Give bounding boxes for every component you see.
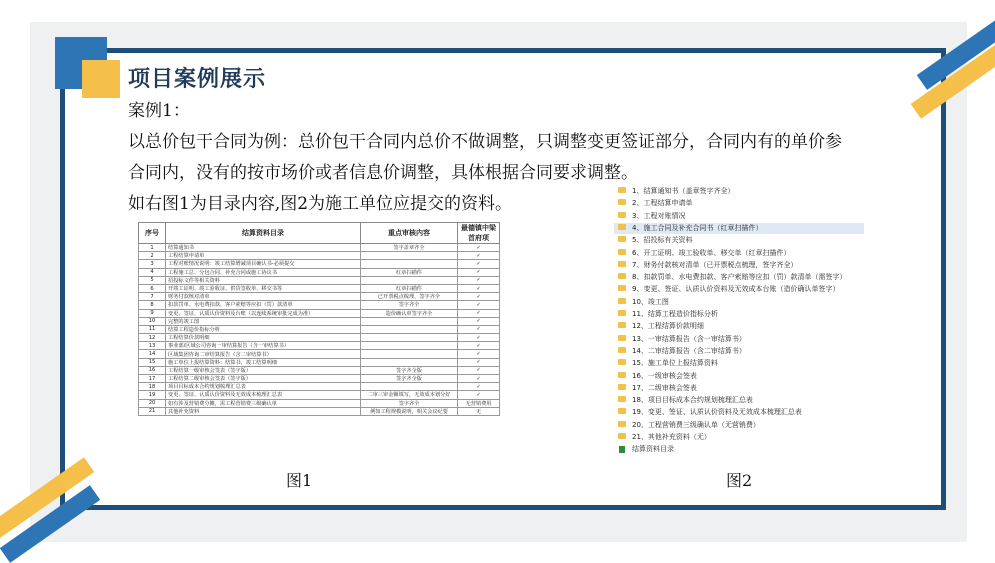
row-index: 13 (139, 342, 166, 350)
folder-label: 16、一级审核会签表 (632, 371, 697, 380)
table-row (139, 252, 500, 260)
figure-1-caption: 图1 (286, 471, 313, 490)
folder-item[interactable] (614, 297, 864, 308)
row-review: 二审三审金额填写，无效成本划分好 (361, 391, 458, 399)
folder-icon (618, 322, 626, 328)
row-review (361, 358, 458, 366)
row-index: 4 (139, 268, 166, 276)
folder-label: 3、工程对账情况 (632, 211, 686, 220)
row-index: 18 (139, 383, 166, 391)
row-check: ✓ (458, 276, 500, 284)
folder-item[interactable] (614, 211, 864, 222)
row-check: ✓ (458, 391, 500, 399)
folder-label: 17、二级审核会签表 (632, 383, 697, 392)
row-index: 7 (139, 293, 166, 301)
row-catalog: 开竣工证明、竣工验收证、供货签收单、移交书等 (166, 284, 361, 292)
folder-icon (618, 372, 626, 378)
row-check: 无营销费用 (458, 399, 500, 407)
folder-item[interactable] (614, 420, 864, 431)
table-row (139, 301, 500, 309)
row-check: ✓ (458, 252, 500, 260)
row-index: 10 (139, 317, 166, 325)
row-review: 签字盖章齐全 (361, 244, 458, 252)
folder-icon (618, 261, 626, 267)
table-row (139, 358, 500, 366)
row-review (361, 334, 458, 342)
figure-2-folder-list (614, 186, 866, 462)
row-review: 签字齐全版 (361, 375, 458, 383)
folder-label: 15、施工单位上报结算资料 (632, 359, 718, 368)
folder-item[interactable] (614, 272, 864, 283)
row-check: ✓ (458, 317, 500, 325)
row-review (361, 342, 458, 350)
excel-file-label: 结算资料目录 (632, 445, 674, 454)
row-catalog: 财务付款核对清单 (166, 293, 361, 301)
row-review (361, 350, 458, 358)
row-index: 16 (139, 366, 166, 374)
row-index: 3 (139, 260, 166, 268)
row-index: 1 (139, 244, 166, 252)
folder-item[interactable] (614, 346, 864, 357)
folder-icon (618, 335, 626, 341)
table-row (139, 342, 500, 350)
row-catalog: 工程施工总、分包合同、补充合同或施工协议书 (166, 268, 361, 276)
table-body (139, 244, 500, 416)
folder-icon (618, 187, 626, 193)
folder-icon (618, 298, 626, 304)
folder-item[interactable] (614, 235, 864, 246)
folder-label: 20、工程营销费三级确认单（无营销费） (632, 420, 760, 429)
row-check: ✓ (458, 244, 500, 252)
row-check: ✓ (458, 358, 500, 366)
row-check: ✓ (458, 301, 500, 309)
folder-label: 5、招投标有关资料 (632, 236, 693, 245)
row-catalog: 工程对账情况说明：竣工结算增减项目确认书-必须提交 (166, 260, 361, 268)
row-check: ✓ (458, 293, 500, 301)
folder-item[interactable] (614, 186, 864, 197)
folder-icon (618, 359, 626, 365)
folder-icon (618, 433, 626, 439)
row-review (361, 252, 458, 260)
folder-label: 4、施工合同及补充合同书（红章扫描件） (632, 223, 763, 232)
row-check: ✓ (458, 284, 500, 292)
row-check: ✓ (458, 366, 500, 374)
row-review: 签字齐全 (361, 399, 458, 407)
row-catalog: 变更、签证、认质认价资料及台账（以连续系统审批完成为准） (166, 309, 361, 317)
folder-item[interactable] (614, 309, 864, 320)
folder-icon (618, 285, 626, 291)
row-catalog: 工程结算申请单 (166, 252, 361, 260)
folder-item[interactable] (614, 334, 864, 345)
paragraph-line-2: 合同内，没有的按市场价或者信息价调整，具体根据合同要求调整。 (128, 163, 638, 183)
row-index: 20 (139, 399, 166, 407)
row-review: 红章扫描件 (361, 268, 458, 276)
folder-icon (618, 396, 626, 402)
row-index: 14 (139, 350, 166, 358)
folder-item[interactable] (614, 198, 864, 209)
folder-icon (618, 224, 626, 230)
folder-item[interactable] (614, 383, 864, 394)
table-row (139, 260, 500, 268)
folder-item[interactable] (614, 284, 864, 295)
row-review: 签字齐全版 (361, 366, 458, 374)
row-check: 无 (458, 407, 500, 415)
row-check: ✓ (458, 309, 500, 317)
row-check: ✓ (458, 350, 500, 358)
folder-item[interactable] (614, 358, 864, 369)
row-index: 21 (139, 407, 166, 415)
row-index: 2 (139, 252, 166, 260)
row-catalog: 结算通知书 (166, 244, 361, 252)
table-row (139, 293, 500, 301)
row-index: 11 (139, 325, 166, 333)
row-catalog: 结算工程造价指标分析 (166, 325, 361, 333)
row-index: 15 (139, 358, 166, 366)
folder-item[interactable] (614, 371, 864, 382)
row-catalog: 如有涉及营销费分摊，需工程营销费三级确认单 (166, 399, 361, 407)
folder-label: 11、结算工程造价指标分析 (632, 310, 718, 318)
folder-icon (618, 421, 626, 427)
row-review: 造价确认单签字齐全 (361, 309, 458, 317)
table-row (139, 268, 500, 276)
row-check: ✓ (458, 334, 500, 342)
row-catalog: 工程结算一级审核会签表（签字版） (166, 366, 361, 374)
row-index: 5 (139, 276, 166, 284)
figure-2-caption: 图2 (726, 471, 753, 490)
table-row (139, 407, 500, 415)
table-row (139, 399, 500, 407)
folder-label: 13、一审结算报告（含一审结算书） (632, 334, 746, 343)
table-row (139, 375, 500, 383)
folder-label: 14、二审结算报告（含二审结算书） (632, 346, 746, 355)
row-catalog: 其他补充资料 (166, 407, 361, 415)
table-row (139, 244, 500, 252)
folder-icon (618, 199, 626, 205)
paragraph-line-3: 如右图1为目录内容,图2为施工单位应提交的资料。 (128, 194, 513, 214)
row-catalog: 施工单位上报结算资料：结算书、竣工结算明细 (166, 358, 361, 366)
folder-icon (618, 347, 626, 353)
row-review (361, 260, 458, 268)
row-check: ✓ (458, 325, 500, 333)
row-review (361, 276, 458, 284)
table-row (139, 334, 500, 342)
row-catalog: 项目目标成本合约规划梳理汇总表 (166, 383, 361, 391)
folder-icon (618, 249, 626, 255)
folder-label: 1、结算通知书（盖章签字齐全） (632, 187, 735, 195)
header-catalog: 结算资料目录 (166, 223, 361, 244)
row-catalog: 工程结算二级审核会签表（签字版） (166, 375, 361, 383)
folder-icon (618, 236, 626, 242)
folder-label: 18、项目目标成本合约规划梳理汇总表 (632, 396, 753, 405)
folder-icon (618, 212, 626, 218)
row-index: 6 (139, 284, 166, 292)
case-label: 案例1： (128, 101, 190, 121)
row-catalog: 区域集团咨询二审结算报告（含二审结算书） (166, 350, 361, 358)
folder-item[interactable] (614, 395, 864, 406)
row-catalog: 事业部/区域公司咨询一审结算报告（含一审结算书） (166, 342, 361, 350)
folder-label: 19、变更、签证、认质认价资料及无效成本梳理汇总表 (632, 408, 802, 417)
row-review: 签字齐全 (361, 301, 458, 309)
row-check: ✓ (458, 375, 500, 383)
table-row (139, 309, 500, 317)
excel-file-icon (619, 446, 625, 453)
table-row (139, 317, 500, 325)
header-project: 最德镇中梁首府项 (458, 223, 500, 244)
header-index: 序号 (139, 223, 166, 244)
folder-label: 2、工程结算申请单 (632, 199, 693, 208)
table-row (139, 391, 500, 399)
row-catalog: 扣款罚单、水电费扣款、客户索赔等应扣（罚）款清单 (166, 301, 361, 309)
row-catalog: 变更、签证、认质认价资料及无效成本梳理汇总表 (166, 391, 361, 399)
slide-title: 项目案例展示 (128, 67, 267, 92)
excel-file-item[interactable] (614, 444, 864, 455)
table-row (139, 325, 500, 333)
folder-icon (618, 310, 626, 316)
folder-icon (618, 273, 626, 279)
paragraph-line-1: 以总价包干合同为例：总价包干合同内总价不做调整，只调整变更签证部分，合同内有的单价参 (128, 132, 842, 152)
row-review: 例如工程规模说明，相关会议纪要 (361, 407, 458, 415)
table-row (139, 284, 500, 292)
row-index: 17 (139, 375, 166, 383)
row-check: ✓ (458, 260, 500, 268)
row-index: 9 (139, 309, 166, 317)
folder-label: 7、财务付款核对清单（已开票税点梳理，签字齐全） (632, 260, 798, 269)
table-row (139, 350, 500, 358)
row-review: 已开票税点梳理，签字齐全 (361, 293, 458, 301)
row-review (361, 317, 458, 325)
folder-item[interactable] (614, 260, 864, 271)
row-check: ✓ (458, 342, 500, 350)
folder-label: 9、变更、签证、认质认价资料及无效成本台账（造价确认单签字） (632, 285, 840, 294)
row-review (361, 383, 458, 391)
folder-icon (618, 408, 626, 414)
row-index: 12 (139, 334, 166, 342)
row-index: 19 (139, 391, 166, 399)
row-catalog: 招投标文件等相关资料 (166, 276, 361, 284)
folder-label: 8、扣款罚单、水电费扣款、客户索赔等应扣（罚）款清单（需签字） (632, 273, 847, 282)
folder-label: 21、其他补充资料（无） (632, 433, 711, 441)
folder-label: 12、工程结算价款明细 (632, 322, 704, 331)
folder-item[interactable] (614, 321, 864, 332)
folder-label: 10、竣工图 (632, 297, 669, 306)
corner-square-yellow (82, 60, 120, 98)
row-catalog: 工程结算价款明细 (166, 334, 361, 342)
row-check: ✓ (458, 268, 500, 276)
row-review (361, 325, 458, 333)
table-row (139, 383, 500, 391)
folder-item[interactable] (614, 223, 864, 234)
figure-1-table (138, 222, 500, 442)
folder-item[interactable] (614, 407, 864, 418)
settlement-table (138, 222, 500, 416)
folder-icon (618, 384, 626, 390)
table-row (139, 366, 500, 374)
table-header-row (139, 223, 500, 244)
row-check: ✓ (458, 383, 500, 391)
row-index: 8 (139, 301, 166, 309)
folder-item[interactable] (614, 432, 864, 443)
row-review: 红章扫描件 (361, 284, 458, 292)
folder-label: 6、开工证明、竣工验收单、移交单（红章扫描件） (632, 248, 791, 257)
table-row (139, 276, 500, 284)
header-review: 重点审核内容 (361, 223, 458, 244)
row-catalog: 完整的竣工图 (166, 317, 361, 325)
folder-item[interactable] (614, 248, 864, 259)
